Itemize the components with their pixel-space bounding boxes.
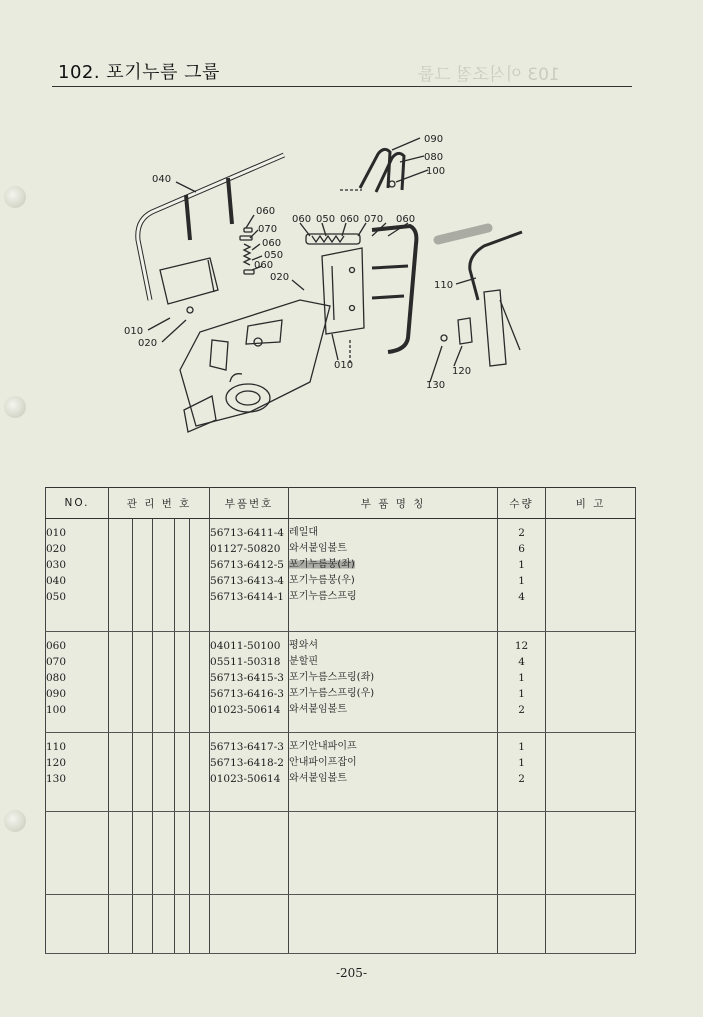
table-header-row: [46, 488, 636, 519]
part-number: 56713-6412-5: [210, 559, 284, 571]
part-name: 안내파이프잡이: [289, 757, 357, 768]
item-no: 060: [46, 640, 67, 652]
part-name: 포기안내파이프: [289, 741, 357, 752]
table-row-group-empty: [46, 812, 636, 895]
quantity: 2: [518, 773, 525, 785]
item-no: 070: [46, 656, 67, 668]
item-no: 120: [46, 757, 67, 769]
table-row-group-empty: [46, 895, 636, 954]
callout-060: 060: [340, 214, 360, 225]
remarks-cell: [546, 733, 636, 812]
callout-020: 020: [138, 338, 158, 349]
parts-table: [45, 487, 636, 954]
quantity: 12: [514, 640, 529, 652]
callout-040: 040: [152, 174, 172, 185]
part-number: 05511-50318: [210, 656, 281, 668]
quantity: 1: [518, 688, 525, 700]
item-no: 090: [46, 688, 67, 700]
part-number: 04011-50100: [210, 640, 281, 652]
callout-020: 020: [270, 272, 290, 283]
callout-060: 060: [292, 214, 312, 225]
part-number: 56713-6414-1: [210, 591, 284, 603]
remarks-cell: [546, 519, 636, 632]
exploded-parts-diagram: [0, 120, 703, 460]
item-no: 040: [46, 575, 67, 587]
part-number: 01127-50820: [210, 543, 281, 555]
part-number: 56713-6413-4: [210, 575, 284, 587]
header-part-name: 부 품 명 칭: [289, 488, 498, 519]
callout-060: 060: [256, 206, 276, 217]
part-name: 와셔붙임볼트: [289, 773, 348, 784]
quantity: 2: [518, 527, 525, 539]
part-name: 포기누름스프링: [289, 591, 357, 602]
header-part-no: 부품번호: [210, 488, 289, 519]
callout-100: 100: [426, 166, 446, 177]
header-no: NO.: [46, 488, 109, 519]
callout-060: 060: [262, 238, 282, 249]
item-no: 020: [46, 543, 67, 555]
callout-010: 010: [334, 360, 354, 371]
part-name: 와셔붙임볼트: [289, 704, 348, 715]
item-no: 080: [46, 672, 67, 684]
quantity: 2: [518, 704, 525, 716]
part-number: 56713-6418-2: [210, 757, 284, 769]
header-quantity: 수량: [498, 488, 546, 519]
header-management-no: 관 리 번 호: [109, 488, 210, 519]
quantity: 6: [518, 543, 525, 555]
header-remarks: 비 고: [546, 488, 636, 519]
quantity: 1: [518, 741, 525, 753]
quantity: 1: [518, 575, 525, 587]
table-row-group: [46, 632, 636, 733]
item-no: 030: [46, 559, 67, 571]
part-number: 56713-6416-3: [210, 688, 284, 700]
table-row-group: [46, 733, 636, 812]
page-title: 102. 포기누름 그룹: [58, 62, 220, 83]
quantity: 4: [518, 656, 525, 668]
item-no: 130: [46, 773, 67, 785]
callout-070: 070: [258, 224, 278, 235]
callout-060: 060: [396, 214, 416, 225]
callout-070: 070: [364, 214, 384, 225]
quantity: 1: [518, 757, 525, 769]
part-name: 레일대: [289, 527, 319, 538]
callout-060: 060: [254, 260, 274, 271]
part-number: 56713-6415-3: [210, 672, 284, 684]
part-name-highlighted: 포기누름봉(좌): [289, 559, 355, 570]
callout-090: 090: [424, 134, 444, 145]
part-number: 01023-50614: [210, 773, 281, 785]
part-number: 01023-50614: [210, 704, 281, 716]
table-row-group: [46, 519, 636, 632]
binder-hole: [4, 810, 26, 832]
part-number: 56713-6411-4: [210, 527, 284, 539]
part-name: 포기누름봉(우): [289, 575, 355, 586]
quantity: 4: [518, 591, 525, 603]
callout-110: 110: [434, 280, 454, 291]
item-no: 050: [46, 591, 67, 603]
callout-010: 010: [124, 326, 144, 337]
quantity: 1: [518, 672, 525, 684]
callout-050: 050: [316, 214, 336, 225]
item-no: 110: [46, 741, 67, 753]
part-number: 56713-6417-3: [210, 741, 284, 753]
part-name: 분할핀: [289, 656, 319, 667]
remarks-cell: [546, 632, 636, 733]
callout-120: 120: [452, 366, 472, 377]
item-no: 010: [46, 527, 67, 539]
part-name: 포기누름스프링(좌): [289, 672, 375, 683]
callout-130: 130: [426, 380, 446, 391]
page-number: -205-: [335, 966, 367, 980]
title-divider: [52, 86, 632, 87]
item-no: 100: [46, 704, 67, 716]
quantity: 1: [518, 559, 525, 571]
callout-050: 050: [264, 250, 284, 261]
part-name: 평와셔: [289, 640, 319, 651]
part-name: 와셔붙임볼트: [289, 543, 348, 554]
bleed-through-text: 103 이식조절 그룹: [418, 65, 560, 85]
callout-080: 080: [424, 152, 444, 163]
part-name: 포기누름스프링(우): [289, 688, 375, 699]
